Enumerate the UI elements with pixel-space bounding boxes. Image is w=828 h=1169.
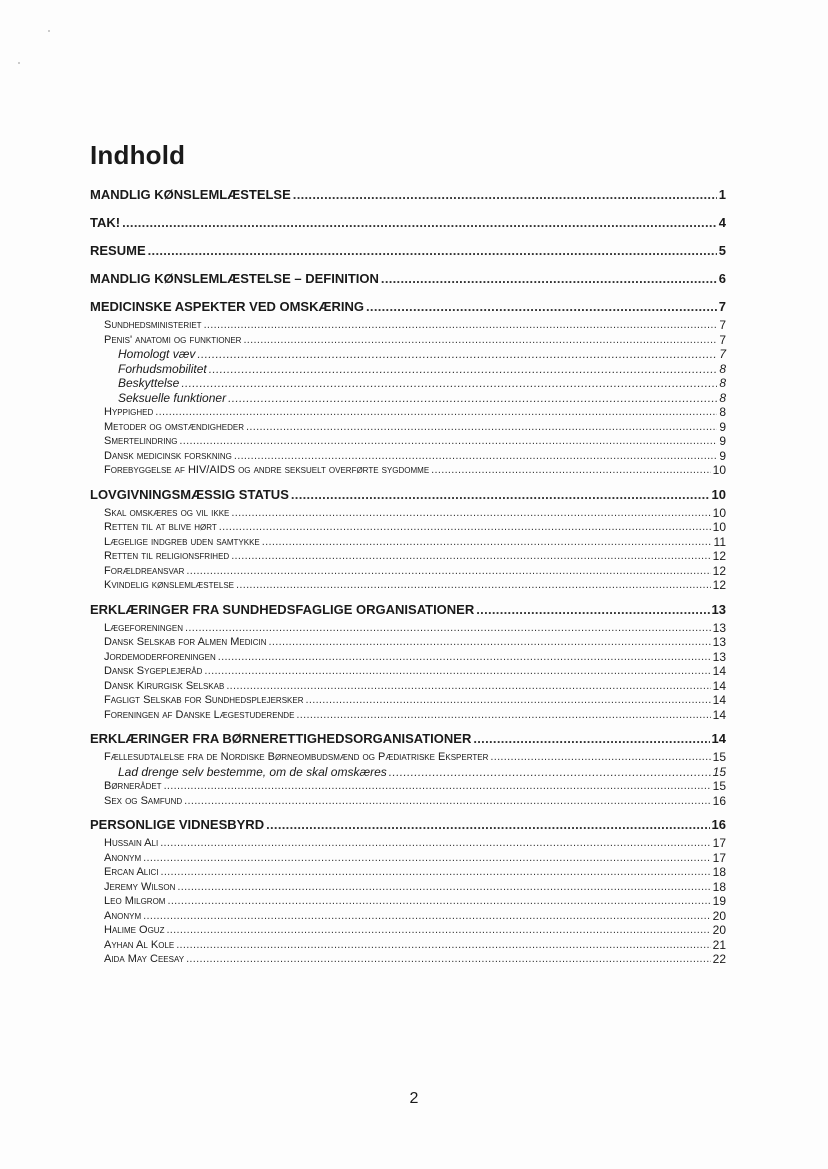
- toc-entry-page-number: 8: [719, 390, 726, 405]
- toc-leader-dots: [167, 894, 710, 909]
- toc-entry-page-number: 4: [718, 215, 726, 230]
- toc-subsection-entry[interactable]: [90, 794, 726, 809]
- toc-subsection-entry[interactable]: [90, 621, 726, 636]
- toc-entry-label: RESUME: [90, 243, 146, 258]
- toc-entry-page-number: 10: [712, 505, 726, 520]
- toc-subsection-entry[interactable]: [90, 851, 726, 866]
- toc-entry-page-number: 7: [718, 299, 726, 314]
- toc-entry-label: Anonym: [104, 851, 142, 864]
- toc-entry-page-number: 15: [712, 779, 726, 793]
- toc-entry-page-number: 12: [712, 549, 726, 563]
- toc-subsection-entry[interactable]: [90, 938, 726, 953]
- toc-leader-dots: [219, 520, 711, 535]
- toc-entry-label: Lad drenge selv bestemme, om de skal omskæres: [118, 764, 387, 779]
- toc-entry-page-number: 13: [712, 620, 726, 635]
- toc-entry-page-number: 15: [712, 764, 726, 779]
- toc-leader-dots: [246, 420, 717, 435]
- toc-leader-dots: [218, 650, 711, 665]
- toc-entry-page-number: 11: [713, 534, 726, 549]
- toc-entry-label: Jordemoderforeningen: [104, 650, 216, 663]
- toc-entry-page-number: 1: [718, 187, 726, 202]
- toc-leader-dots: [143, 909, 711, 924]
- toc-subsection-entry[interactable]: [90, 679, 726, 694]
- toc-entry-page-number: 7: [719, 347, 726, 361]
- toc-entry-page-number: 8: [719, 376, 726, 390]
- toc-leader-dots: [234, 449, 717, 464]
- toc-leader-dots: [160, 836, 710, 851]
- scan-speck: [18, 62, 20, 64]
- toc-entry-page-number: 10: [711, 486, 726, 502]
- toc-entry-page-number: 5: [718, 243, 726, 258]
- toc-entry-label: Seksuelle funktioner: [118, 390, 227, 405]
- toc-entry-page-number: 9: [719, 434, 726, 448]
- toc-leader-dots: [231, 549, 710, 564]
- page-title: Indhold: [90, 140, 186, 170]
- toc-subsection-entry[interactable]: [90, 693, 726, 708]
- toc-leader-dots: [228, 391, 717, 406]
- toc-entry-page-number: 18: [712, 865, 726, 879]
- toc-entry-label: Forebyggelse af HIV/AIDS og andre seksuelt overførte sygdomme: [104, 464, 430, 476]
- toc-entry-label: Forældreansvar: [104, 564, 185, 577]
- toc-subsection-entry[interactable]: [90, 578, 726, 593]
- toc-entry-label: Forhudsmobilitet: [118, 361, 207, 376]
- toc-subsection-entry[interactable]: [90, 952, 726, 967]
- toc-leader-dots: [204, 318, 718, 333]
- table-of-contents: [90, 183, 726, 967]
- toc-subsection-entry[interactable]: [90, 635, 726, 650]
- toc-subsection-entry[interactable]: [90, 836, 726, 851]
- toc-subsection-entry[interactable]: [90, 750, 726, 765]
- toc-entry-page-number: 8: [719, 361, 726, 376]
- toc-entry-label: Foreningen af Danske Lægestuderende: [104, 708, 295, 721]
- toc-leader-dots: [177, 880, 710, 895]
- toc-leader-dots: [186, 564, 710, 579]
- toc-entry-label: Lægelige indgreb uden samtykke: [104, 535, 260, 548]
- toc-entry-page-number: 17: [712, 836, 726, 850]
- toc-entry-label: ERKLÆRINGER FRA BØRNERETTIGHEDSORGANISATIONER: [90, 731, 472, 746]
- toc-entry-label: Leo Milgrom: [104, 895, 166, 907]
- toc-entry-label: LOVGIVNINGSMÆSSIG STATUS: [90, 486, 289, 502]
- toc-leader-dots: [389, 765, 711, 780]
- toc-leader-dots: [186, 952, 711, 967]
- toc-entry-page-number: 9: [719, 448, 726, 463]
- toc-section-entry[interactable]: [90, 211, 726, 234]
- toc-entry-page-number: 21: [712, 937, 726, 952]
- toc-leader-dots: [209, 362, 718, 377]
- toc-entry-label: Sundhedsministeriet: [104, 319, 202, 331]
- toc-entry-label: Hyppighed: [104, 406, 154, 418]
- toc-section-entry[interactable]: [90, 598, 726, 621]
- toc-entry-label: Ercan Alici: [104, 866, 159, 878]
- toc-leader-dots: [476, 598, 709, 621]
- toc-entry-page-number: 15: [712, 750, 726, 764]
- toc-entry-page-number: 13: [712, 635, 726, 649]
- toc-leader-dots: [490, 750, 710, 765]
- toc-section-entry[interactable]: [90, 483, 726, 506]
- toc-leader-dots: [160, 865, 710, 880]
- toc-subsection-entry[interactable]: [90, 664, 726, 679]
- toc-entry-label: Halime Oguz: [104, 924, 165, 936]
- toc-leader-dots: [236, 578, 711, 593]
- toc-entry-label: Dansk Kirurgisk Selskab: [104, 679, 225, 692]
- toc-entry-label: Hussain Ali: [104, 837, 159, 849]
- toc-entry-page-number: 13: [712, 649, 726, 664]
- toc-entry-page-number: 10: [712, 463, 726, 477]
- toc-entry-label: Fællesudtalelse fra de Nordiske Børneombudsmænd og Pædiatriske Eksperter: [104, 751, 489, 763]
- toc-entry-label: Dansk Selskab for Almen Medicin: [104, 636, 267, 648]
- toc-subsection-entry[interactable]: [90, 318, 726, 333]
- toc-entry-page-number: 14: [712, 664, 726, 678]
- toc-subsection-entry[interactable]: [90, 463, 726, 478]
- toc-leader-dots: [204, 664, 710, 679]
- toc-entry-page-number: 19: [712, 894, 726, 908]
- toc-leader-dots: [431, 463, 710, 478]
- toc-entry-label: MANDLIG KØNSLEMLÆSTELSE: [90, 187, 291, 202]
- toc-leader-dots: [143, 851, 711, 866]
- toc-leader-dots: [296, 708, 710, 723]
- toc-leader-dots: [179, 434, 717, 449]
- toc-entry-label: Smertelindring: [104, 435, 178, 447]
- toc-entry-label: Dansk medicinsk forskning: [104, 449, 232, 462]
- toc-entry-page-number: 9: [719, 419, 726, 434]
- toc-subsubsection-entry[interactable]: [90, 362, 726, 377]
- toc-section-entry[interactable]: [90, 267, 726, 290]
- toc-entry-page-number: 7: [719, 332, 726, 347]
- toc-subsection-entry[interactable]: [90, 520, 726, 535]
- toc-leader-dots: [185, 621, 711, 636]
- toc-subsection-entry[interactable]: [90, 420, 726, 435]
- toc-entry-label: Beskyttelse: [118, 376, 180, 390]
- toc-subsubsection-entry[interactable]: [90, 347, 726, 362]
- toc-subsubsection-entry[interactable]: [90, 376, 726, 391]
- toc-subsubsection-entry[interactable]: [90, 391, 726, 406]
- toc-entry-label: TAK!: [90, 215, 121, 230]
- toc-entry-page-number: 14: [712, 678, 726, 693]
- toc-leader-dots: [176, 938, 710, 953]
- toc-entry-label: Kvindelig kønslemlæstelse: [104, 579, 234, 591]
- toc-section-entry[interactable]: [90, 295, 726, 318]
- toc-entry-label: Penis' anatomi og funktioner: [104, 333, 242, 346]
- toc-entry-label: Aida May Ceesay: [104, 953, 185, 965]
- toc-leader-dots: [266, 813, 709, 836]
- scan-speck: [48, 30, 50, 32]
- toc-entry-page-number: 14: [712, 693, 726, 707]
- toc-leader-dots: [293, 183, 717, 206]
- toc-leader-dots: [226, 679, 710, 694]
- toc-entry-label: MANDLIG KØNSLEMLÆSTELSE – DEFINITION: [90, 271, 379, 286]
- toc-leader-dots: [262, 535, 712, 550]
- toc-entry-page-number: 13: [711, 601, 726, 617]
- toc-subsection-entry[interactable]: [90, 923, 726, 938]
- toc-entry-label: Dansk Sygeplejeråd: [104, 665, 203, 677]
- toc-entry-label: Metoder og omstændigheder: [104, 420, 245, 433]
- toc-entry-page-number: 20: [712, 908, 726, 923]
- toc-entry-label: Fagligt Selskab for Sundhedsplejersker: [104, 694, 304, 706]
- toc-entry-page-number: 20: [712, 923, 726, 937]
- toc-subsection-entry[interactable]: [90, 333, 726, 348]
- toc-entry-page-number: 16: [712, 793, 726, 808]
- toc-subsection-entry[interactable]: [90, 894, 726, 909]
- toc-entry-label: Jeremy Wilson: [104, 880, 176, 893]
- toc-leader-dots: [166, 923, 710, 938]
- toc-leader-dots: [148, 239, 717, 262]
- toc-leader-dots: [473, 727, 709, 750]
- toc-leader-dots: [181, 376, 717, 391]
- toc-entry-label: Homologt væv: [118, 347, 196, 361]
- toc-subsection-entry[interactable]: [90, 535, 726, 550]
- toc-subsection-entry[interactable]: [90, 708, 726, 723]
- toc-subsection-entry[interactable]: [90, 650, 726, 665]
- toc-subsubsection-entry[interactable]: [90, 765, 726, 780]
- toc-entry-label: Retten til at blive hørt: [104, 521, 217, 533]
- toc-subsection-entry[interactable]: [90, 506, 726, 521]
- toc-entry-page-number: 12: [712, 578, 726, 592]
- toc-leader-dots: [122, 211, 717, 234]
- toc-leader-dots: [164, 779, 711, 794]
- toc-leader-dots: [231, 506, 710, 521]
- toc-leader-dots: [306, 693, 711, 708]
- toc-entry-page-number: 22: [712, 952, 726, 966]
- toc-entry-page-number: 8: [719, 405, 726, 419]
- toc-section-entry[interactable]: [90, 183, 726, 206]
- toc-leader-dots: [291, 483, 710, 506]
- toc-leader-dots: [155, 405, 717, 420]
- toc-entry-page-number: 10: [712, 520, 726, 534]
- toc-entry-page-number: 14: [712, 707, 726, 722]
- toc-leader-dots: [269, 635, 711, 650]
- page-number: 2: [409, 1090, 419, 1107]
- toc-entry-page-number: 7: [719, 318, 726, 332]
- toc-subsection-entry[interactable]: [90, 779, 726, 794]
- toc-entry-page-number: 12: [712, 563, 726, 578]
- toc-leader-dots: [366, 295, 717, 318]
- toc-entry-label: Anonym: [104, 909, 142, 922]
- toc-entry-label: Sex og Samfund: [104, 794, 183, 807]
- toc-entry-page-number: 16: [711, 817, 726, 832]
- toc-entry-label: Lægeforeningen: [104, 621, 184, 634]
- toc-entry-label: Ayhan Al Kole: [104, 938, 175, 951]
- toc-entry-label: Skal omskæres og vil ikke: [104, 506, 230, 519]
- toc-subsection-entry[interactable]: [90, 434, 726, 449]
- toc-entry-page-number: 17: [712, 850, 726, 865]
- toc-entry-label: Retten til religionsfrihed: [104, 550, 230, 562]
- toc-subsection-entry[interactable]: [90, 880, 726, 895]
- toc-section-entry[interactable]: [90, 239, 726, 262]
- toc-subsection-entry[interactable]: [90, 549, 726, 564]
- toc-entry-page-number: 6: [718, 271, 726, 286]
- toc-leader-dots: [243, 333, 717, 348]
- toc-leader-dots: [197, 347, 717, 362]
- toc-entry-page-number: 14: [711, 731, 726, 746]
- toc-subsection-entry[interactable]: [90, 865, 726, 880]
- toc-leader-dots: [381, 267, 717, 290]
- toc-entry-page-number: 18: [712, 879, 726, 894]
- toc-subsection-entry[interactable]: [90, 909, 726, 924]
- toc-subsection-entry[interactable]: [90, 564, 726, 579]
- toc-entry-label: MEDICINSKE ASPEKTER VED OMSKÆRING: [90, 299, 364, 314]
- toc-section-entry[interactable]: [90, 813, 726, 836]
- toc-section-entry[interactable]: [90, 727, 726, 750]
- toc-leader-dots: [184, 794, 711, 809]
- toc-entry-label: Børnerådet: [104, 780, 162, 792]
- toc-entry-label: ERKLÆRINGER FRA SUNDHEDSFAGLIGE ORGANISATIONER: [90, 601, 475, 617]
- toc-entry-label: PERSONLIGE VIDNESBYRD: [90, 817, 265, 832]
- toc-subsection-entry[interactable]: [90, 449, 726, 464]
- toc-subsection-entry[interactable]: [90, 405, 726, 420]
